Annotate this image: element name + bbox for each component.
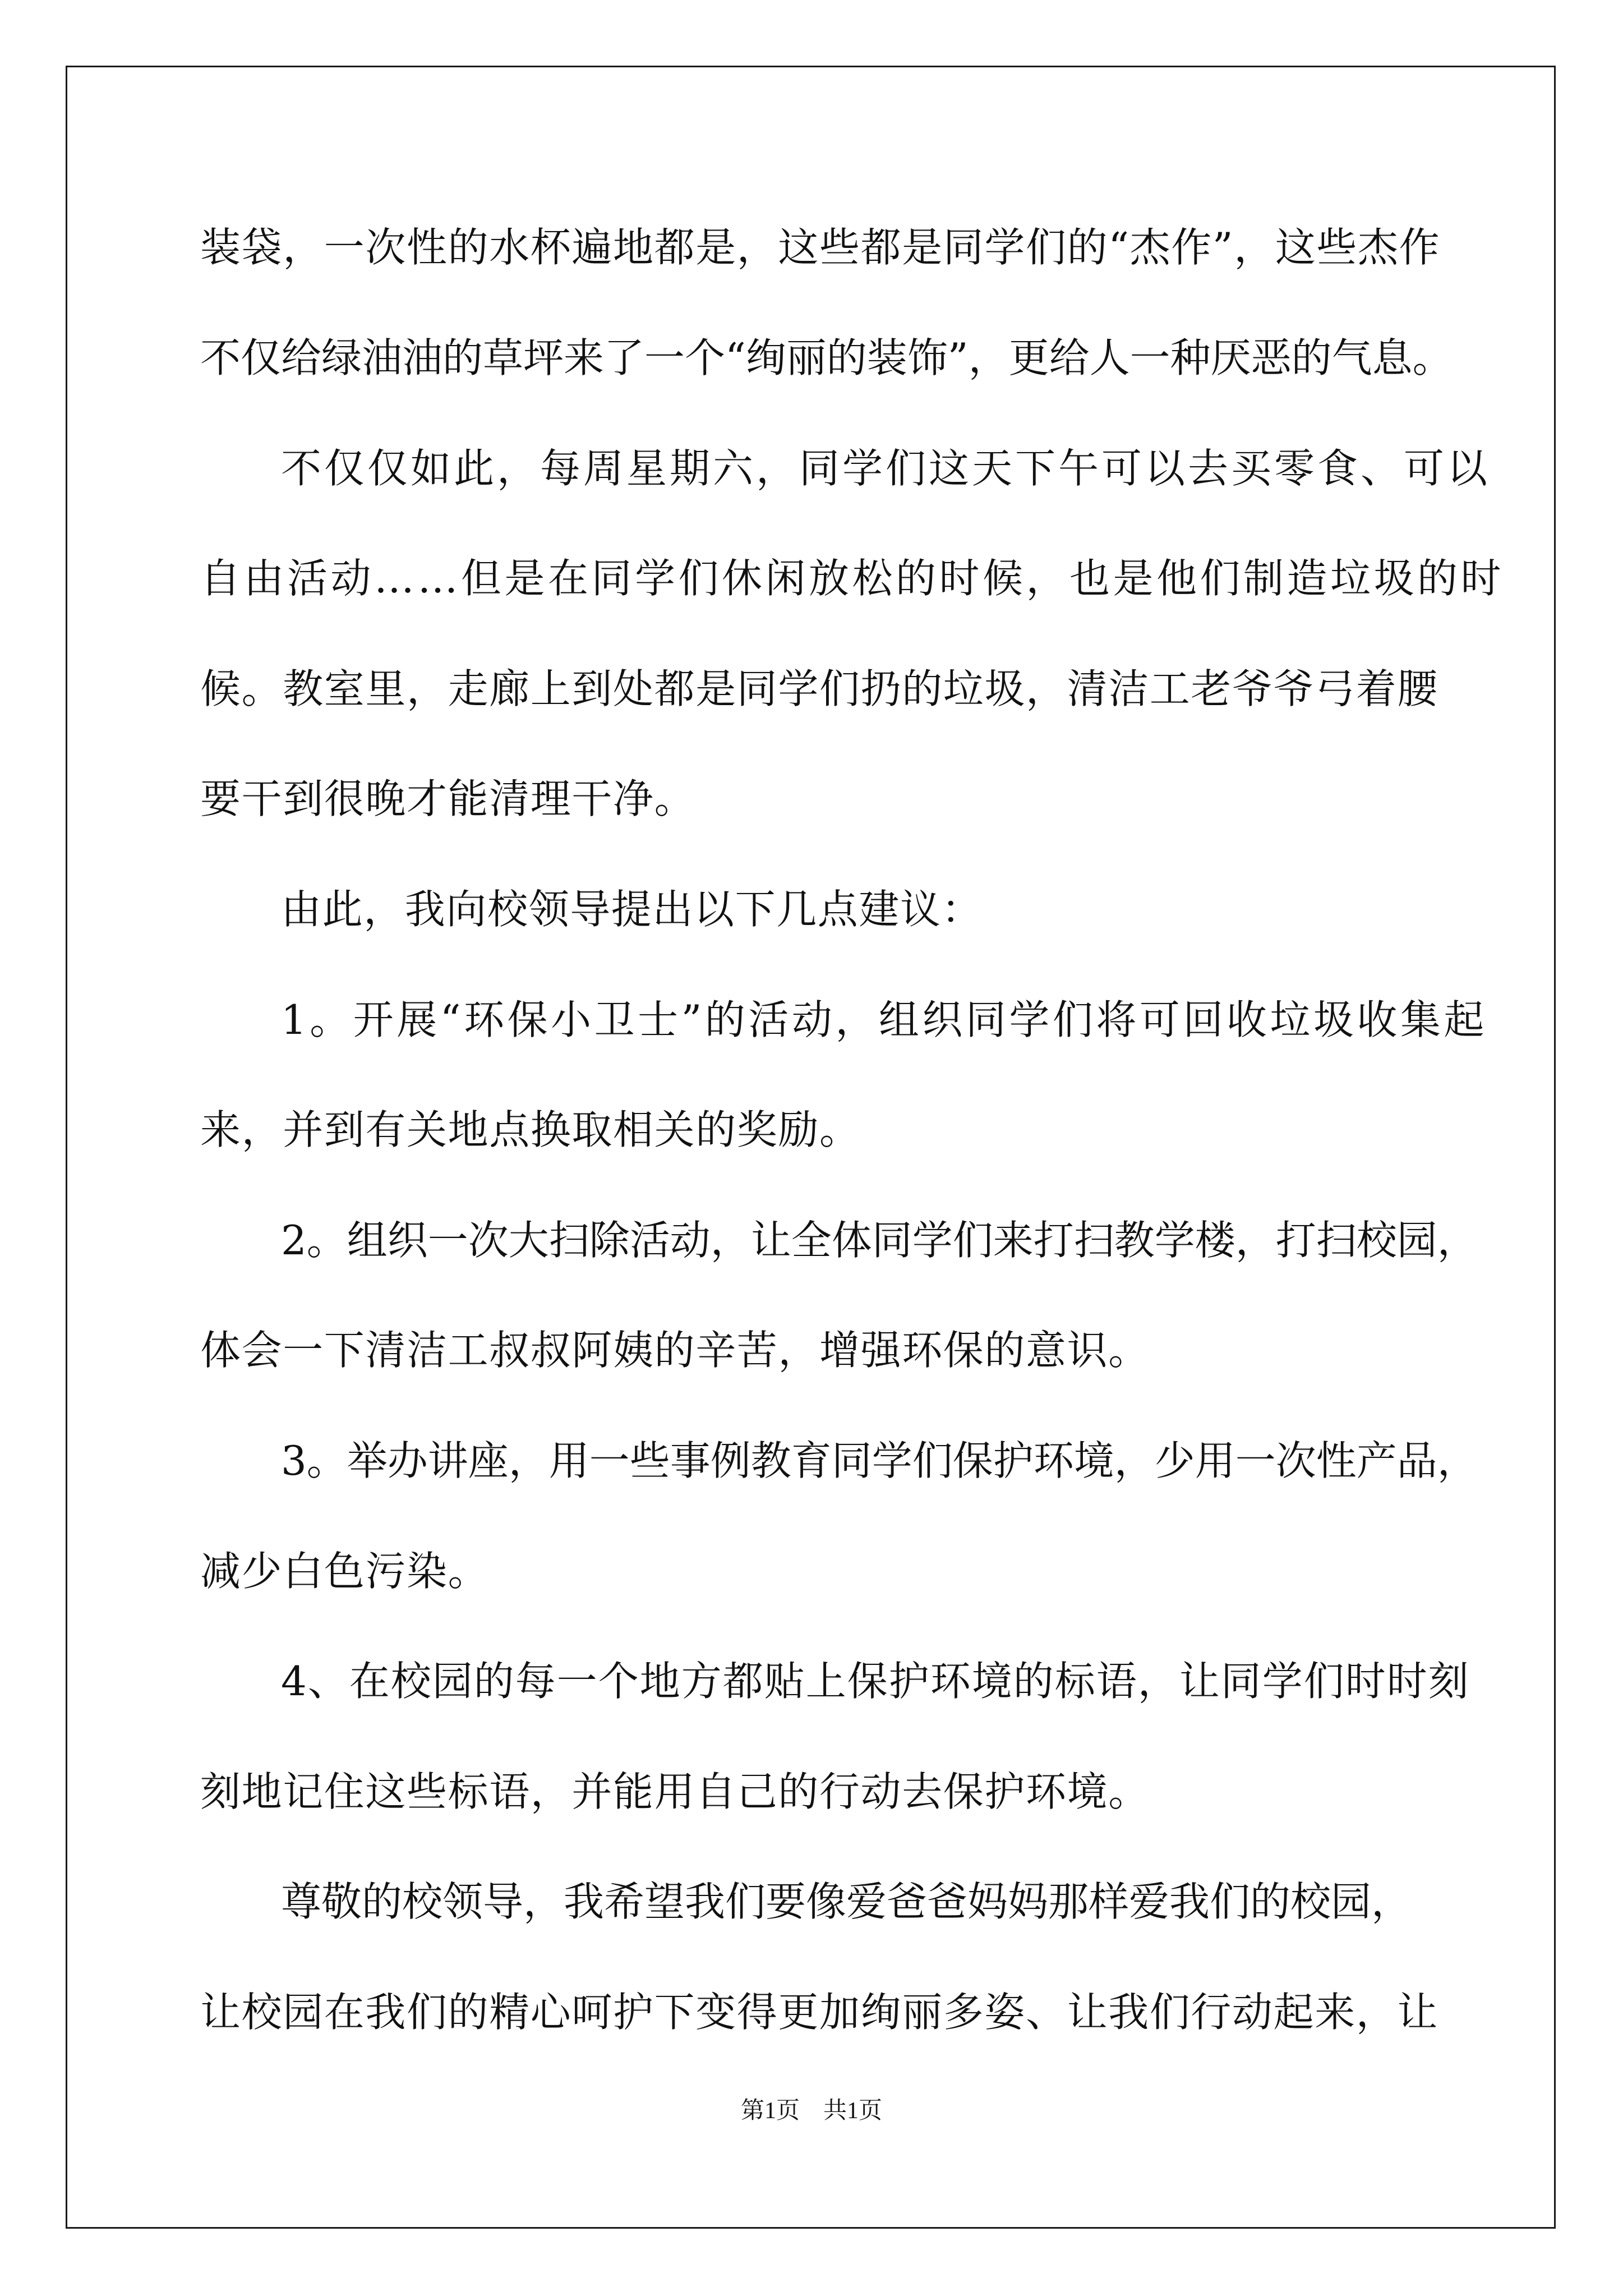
- text-line: 让校园在我们的精心呵护下变得更加绚丽多姿、让我们行动起来，让: [200, 1989, 1439, 2036]
- paragraph-first-line: 尊敬的校领导，我希望我们要像爱爸爸妈妈那样爱我们的校园，: [281, 1878, 1412, 1925]
- text-line: 体会一下清洁工叔叔阿姨的辛苦，增强环保的意识。: [200, 1327, 1150, 1374]
- text-line: 来，并到有关地点换取相关的奖励。: [200, 1106, 861, 1153]
- list-item-line: 3。举办讲座，用一些事例教育同学们保护环境，少用一次性产品，: [281, 1437, 1478, 1484]
- text-line: 减少白色污染。: [200, 1548, 490, 1595]
- list-item-line: 4、在校园的每一个地方都贴上保护环境的标语，让同学们时时刻: [281, 1658, 1470, 1705]
- text-line: 候。教室里，走廊上到处都是同学们扔的垃圾，清洁工老爷爷弓着腰: [200, 665, 1439, 712]
- list-item-line: 2。组织一次大扫除活动，让全体同学们来打扫教学楼，打扫校园，: [281, 1217, 1478, 1264]
- text-line: 刻地记住这些标语，并能用自己的行动去保护环境。: [200, 1768, 1150, 1815]
- text-line: 装袋，一次性的水杯遍地都是，这些都是同学们的“杰作”，这些杰作: [200, 224, 1441, 271]
- page-number-footer: 第1页 共1页: [740, 2098, 882, 2124]
- paragraph-first-line: 不仅仅如此，每周星期六，同学们这天下午可以去买零食、可以: [281, 445, 1491, 492]
- list-item-line: 1。开展“环保小卫士”的活动，组织同学们将可回收垃圾收集起: [281, 996, 1487, 1043]
- text-line: 自由活动……但是在同学们休闲放松的时候，也是他们制造垃圾的时: [200, 555, 1505, 602]
- text-line: 要干到很晚才能清理干净。: [200, 775, 696, 822]
- paragraph-first-line: 由此，我向校领导提出以下几点建议：: [281, 886, 983, 933]
- text-line: 不仅给绿油油的草坪来了一个“绚丽的装饰”，更给人一种厌恶的气息。: [200, 334, 1453, 381]
